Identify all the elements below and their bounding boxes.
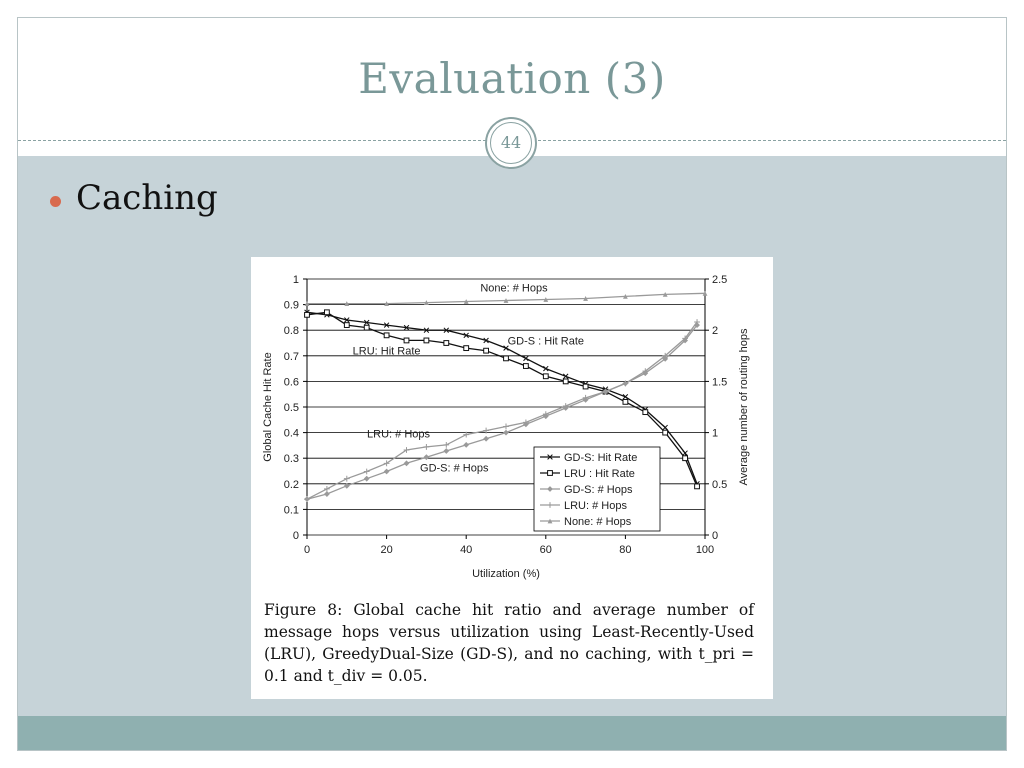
data-point <box>503 430 509 436</box>
data-point <box>503 424 509 430</box>
data-point <box>563 379 568 384</box>
data-point <box>404 338 409 343</box>
data-point <box>463 442 469 448</box>
chart-annotation: GD-S: # Hops <box>420 462 489 475</box>
chart-annotation: None: # Hops <box>480 282 548 295</box>
y-tick-label: 0.4 <box>283 427 299 440</box>
x-tick-label: 0 <box>303 544 311 556</box>
y-tick-label: 0 <box>292 530 299 542</box>
y-tick-label: 0.7 <box>283 350 299 363</box>
data-point <box>424 338 429 343</box>
x-axis-label: Utilization (%) <box>472 568 540 580</box>
y-tick-label: 0.3 <box>283 453 299 466</box>
data-point <box>324 486 330 492</box>
bullet-text: Caching <box>76 178 218 218</box>
x-tick-label: 80 <box>619 544 632 556</box>
slide-number: 44 <box>500 133 522 152</box>
data-point <box>305 312 310 317</box>
x-tick-label: 60 <box>539 544 552 556</box>
y-tick-label: 0.6 <box>283 376 299 389</box>
data-point <box>583 384 588 389</box>
x-tick-label: 20 <box>380 544 393 556</box>
data-point <box>364 469 370 475</box>
slide-title: Evaluation (3) <box>358 54 666 103</box>
data-point <box>404 460 410 466</box>
data-point <box>548 471 553 476</box>
chart-annotation: LRU: # Hops <box>367 428 431 441</box>
data-point <box>695 484 700 489</box>
chart-annotation: LRU: Hit Rate <box>352 345 421 358</box>
data-point <box>683 456 688 461</box>
data-point <box>464 346 469 351</box>
data-point <box>524 364 529 369</box>
data-point <box>344 323 349 328</box>
chart <box>251 257 773 597</box>
data-point <box>543 374 548 379</box>
legend-label: GD-S: # Hops <box>564 484 633 496</box>
legend-label: LRU: # Hops <box>564 500 627 512</box>
legend-label: LRU : Hit Rate <box>564 468 635 480</box>
y-tick-label: 0.9 <box>283 299 299 312</box>
data-point <box>483 436 489 442</box>
y2-tick-label: 2 <box>712 325 719 338</box>
data-point <box>484 348 489 353</box>
data-point <box>424 454 430 460</box>
data-point <box>443 448 449 454</box>
y2-axis-label: Average number of routing hops <box>738 328 750 486</box>
data-point <box>364 325 369 330</box>
chart-annotation: GD-S : Hit Rate <box>507 335 585 348</box>
y2-tick-label: 1.5 <box>712 376 728 389</box>
data-point <box>623 399 628 404</box>
y-tick-label: 0.2 <box>283 478 299 491</box>
data-point <box>344 476 350 482</box>
footer-bar <box>18 716 1006 750</box>
bullet-dot <box>50 196 61 207</box>
y2-tick-label: 0.5 <box>712 478 728 491</box>
data-point <box>384 469 390 475</box>
x-tick-label: 40 <box>460 544 473 556</box>
y2-tick-label: 2.5 <box>712 274 728 286</box>
data-point <box>663 425 668 430</box>
data-point <box>443 442 449 448</box>
data-point <box>524 356 529 361</box>
data-point <box>304 496 310 502</box>
y2-tick-label: 1 <box>712 427 719 440</box>
data-point <box>643 410 648 415</box>
x-tick-label: 100 <box>695 544 715 556</box>
data-point <box>384 333 389 338</box>
legend-label: None: # Hops <box>564 516 632 528</box>
figure-panel <box>251 257 773 699</box>
data-point <box>324 491 330 497</box>
data-point <box>364 476 370 482</box>
data-point <box>325 310 330 315</box>
data-point <box>444 341 449 346</box>
y-tick-label: 0.8 <box>283 325 299 338</box>
y2-tick-label: 0 <box>712 530 719 542</box>
y-axis-label: Global Cache Hit Rate <box>262 352 274 462</box>
y-tick-label: 0.5 <box>283 402 299 414</box>
y-tick-label: 0.1 <box>283 504 299 517</box>
slide-number-badge <box>485 117 537 169</box>
y-tick-label: 1 <box>292 274 299 286</box>
data-point <box>504 356 509 361</box>
data-point <box>663 430 668 435</box>
data-point <box>424 444 430 450</box>
legend-label: GD-S: Hit Rate <box>564 452 638 464</box>
figure-caption: Figure 8: Global cache hit ratio and average number of message hops versus utilization using Least-Recently-Used (LRU), GreedyDual-Size (GD-S), and no caching, with t_pri = 0.1 and t_div = 0.05. <box>264 601 754 685</box>
